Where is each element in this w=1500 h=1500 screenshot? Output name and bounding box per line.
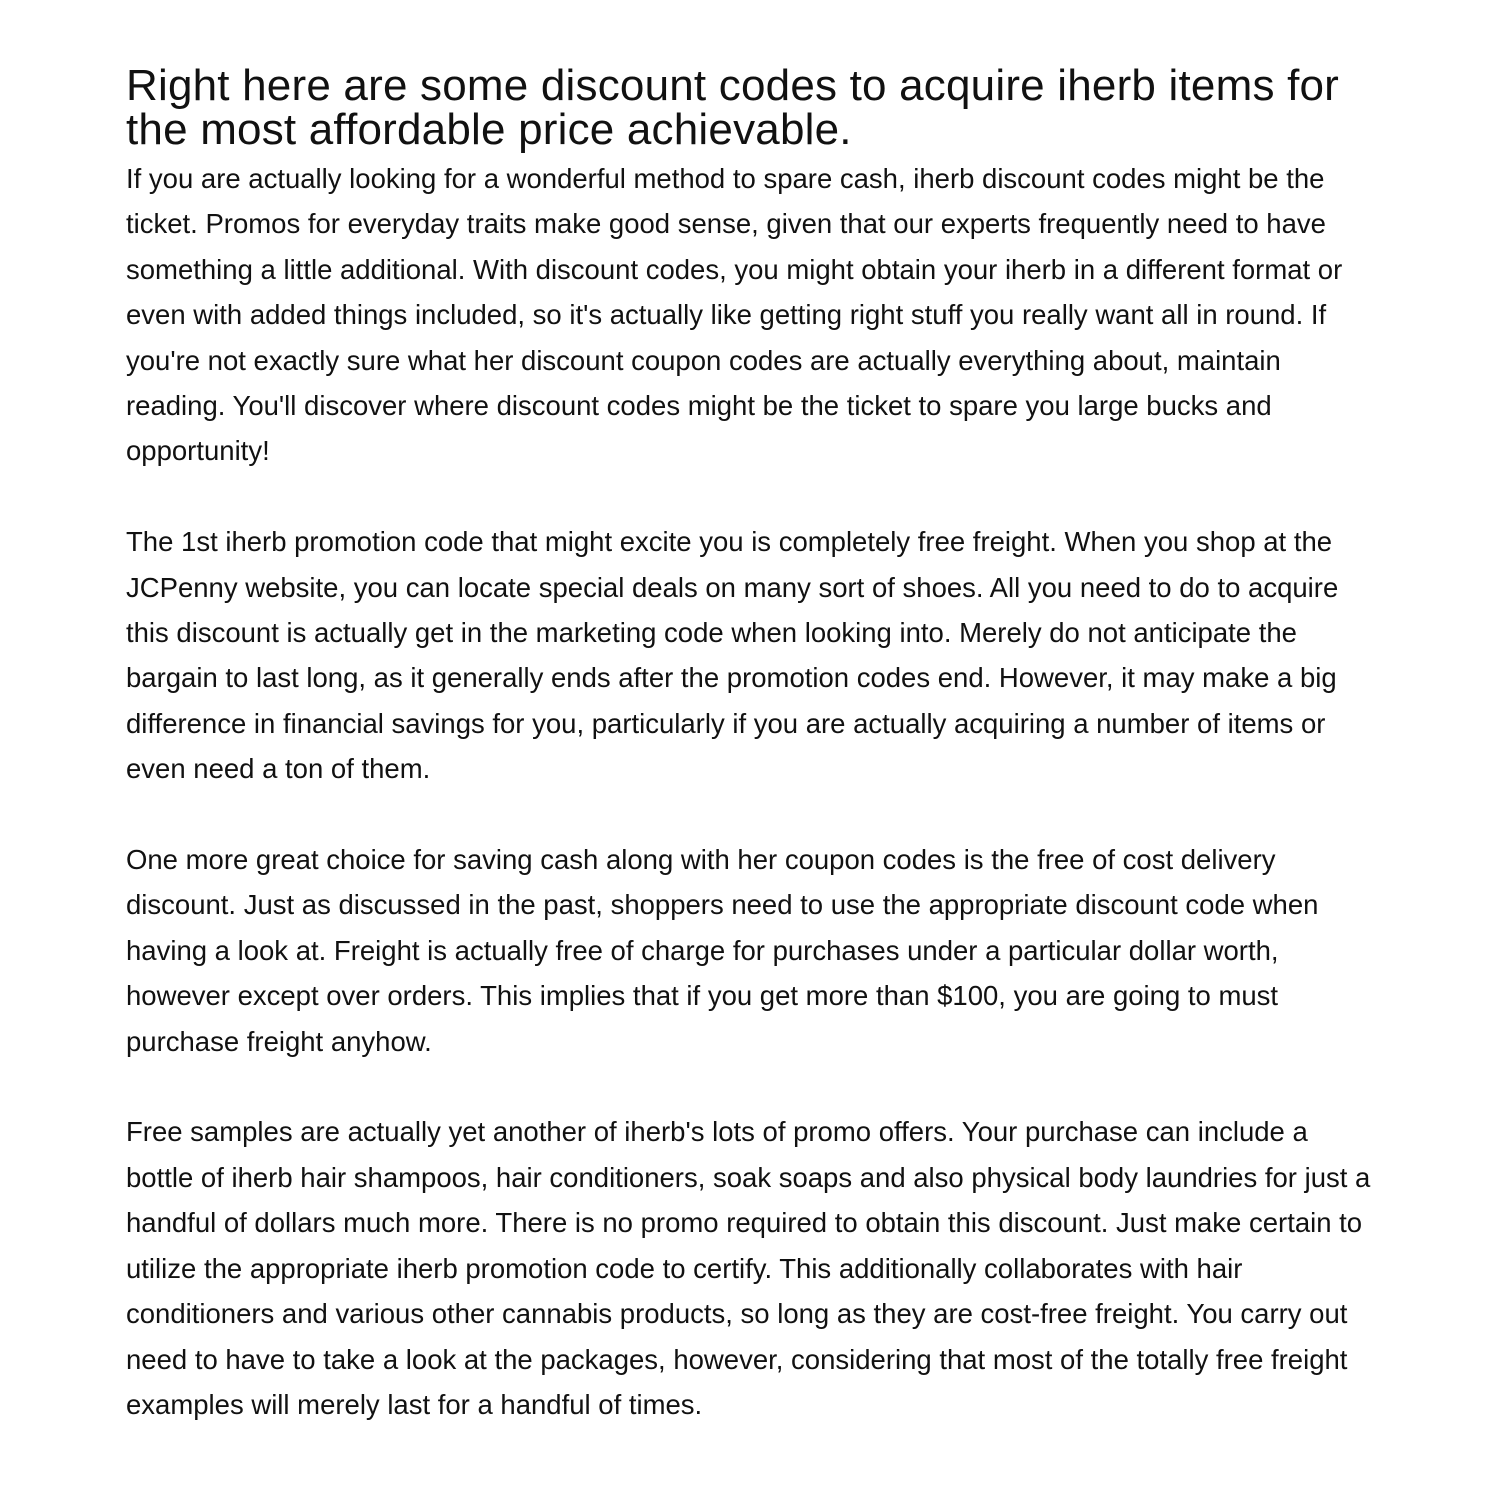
paragraph-gap xyxy=(126,474,1376,519)
paragraph-2: The 1st iherb promotion code that might excite you is completely free freight. When you shop at the JCPenny website, you can locate special deals on many sort of shoes. All you need to do to acquire this discount is actually get in the marketing code when looking into. Merely do not anticipate the bargain to last long, as it generally ends after the promotion codes end. However, it may make a big difference in financial savings for you, particularly if you are actually acquiring a number of items or even need a ton of them. xyxy=(126,526,1339,785)
document-title: Right here are some discount codes to acquire iherb items for the most affordable price achievable. xyxy=(126,61,1340,154)
paragraph-4: Free samples are actually yet another of iherb's lots of promo offers. Your purchase can include a bottle of iherb hair shampoos, hair conditioners, soak soaps and also physical body laundries for just a handful of dollars much more. There is no promo required to obtain this discount. Just make certain to utilize the appropriate iherb promotion code to certify. This additionally collaborates with hair conditioners and various other cannabis products, so long as they are cost-free freight. You carry out need to have to take a look at the packages, however, considering that most of the totally free freight examples will merely last for a handful of times. xyxy=(126,1116,1371,1420)
paragraph-3: One more great choice for saving cash along with her coupon codes is the free of cost delivery discount. Just as discussed in the past, shoppers need to use the appropriate discount code when having a look at. Freight is actually free of charge for purchases under a particular dollar worth, however except over orders. This implies that if you get more than $100, you are going to must purchase freight anyhow. xyxy=(126,844,1319,1057)
paragraph-1: If you are actually looking for a wonderful method to spare cash, iherb discount codes might be the ticket. Promos for everyday traits make good sense, given that our experts frequently need to have something a little additional. With discount codes, you might obtain your iherb in a different format or even with added things included, so it's actually like getting right stuff you really want all in round. If you're not exactly sure what her discount coupon codes are actually everything about, maintain reading. You'll discover where discount codes might be the ticket to spare you large bucks and opportunity! xyxy=(126,163,1343,467)
paragraph-gap xyxy=(126,1064,1376,1109)
document-page xyxy=(126,61,1376,1427)
paragraph-gap xyxy=(126,792,1376,837)
